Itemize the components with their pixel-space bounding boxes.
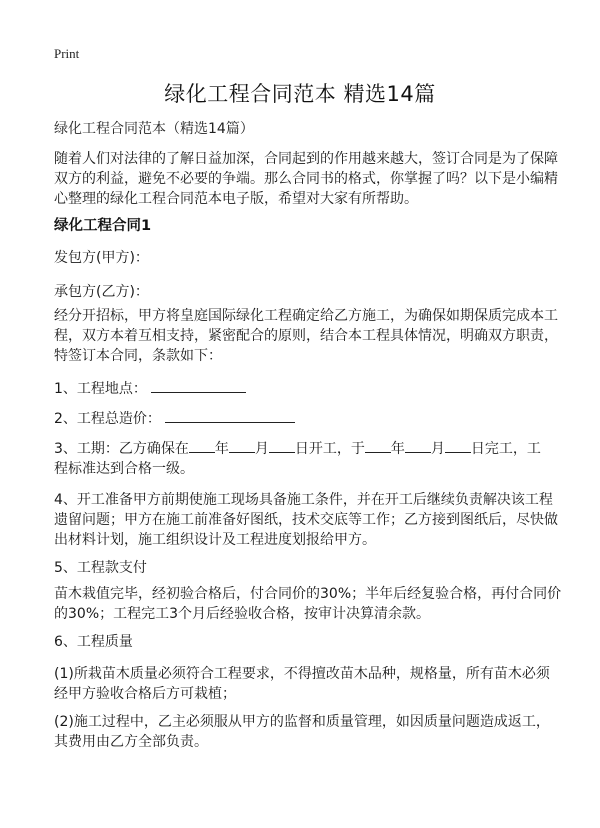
clause-6-title: 6、工程质量 [54, 634, 133, 650]
clause-4-line: 出材料计划，施工组织设计及工程进度划报给甲方。 [54, 532, 376, 548]
start-day-blank [269, 438, 295, 453]
clause-3 [54, 438, 541, 479]
price-blank-field [165, 408, 295, 423]
document-subtitle: 绿化工程合同范本（精选14篇） [54, 121, 254, 137]
clause-1 [54, 378, 246, 399]
document-title: 绿化工程合同范本 精选14篇 [164, 82, 436, 106]
clause-2-label: 2、工程总造价： [54, 411, 161, 427]
clause-5-line: 的30%；工程完工3个月后经验收合格，按审计决算清余款。 [54, 606, 431, 622]
clause-5-line: 苗木栽值完毕，经初验合格后，付合同价的30%；半年后经复验合格，再付合同价 [54, 586, 562, 602]
preamble-line: 经分开招标，甲方将皇庭国际绿化工程确定给乙方施工，为确保如期保质完成本工 [54, 308, 558, 324]
clause-4-line: 遗留问题；甲方在施工前准备好图纸，技术交底等工作；乙方接到图纸后，尽快做 [54, 512, 558, 528]
location-blank-field [151, 378, 246, 393]
start-year-blank [189, 438, 215, 453]
print-link[interactable]: Print [54, 46, 80, 61]
clause-6-item-2 [54, 712, 550, 752]
preamble-paragraph [54, 306, 558, 366]
section-heading: 绿化工程合同1 [54, 218, 152, 234]
clause-5-body [54, 584, 561, 624]
start-month-blank [229, 438, 255, 453]
clause-4-line: 4、开工准备甲方前期使施工现场具备施工条件，并在开工后继续负责解决该工程 [54, 492, 553, 508]
intro-line: 双方的利益，避免不必要的争端。那么合同书的格式，你掌握了吗？以下是小编精 [54, 171, 558, 187]
preamble-line: 特签订本合同，条款如下： [54, 348, 222, 364]
end-year-blank [365, 438, 391, 453]
preamble-line: 程，双方本着互相支持，紧密配合的原则，结合本工程具体情况，明确双方职责， [54, 328, 558, 344]
clause-6-item-1 [54, 664, 550, 704]
clause-1-label: 1、工程地点： [54, 381, 147, 397]
end-day-blank [445, 438, 471, 453]
intro-line: 心整理的绿化工程合同范本电子版，希望对大家有所帮助。 [54, 191, 418, 207]
clause-5-title: 5、工程款支付 [54, 560, 147, 576]
party-a-line: 发包方(甲方)： [54, 250, 149, 266]
clause-4 [54, 490, 558, 550]
clause-2 [54, 408, 295, 429]
party-b-line: 承包方(乙方)： [54, 284, 149, 300]
clause-6-item-1-line: (1)所栽苗木质量必须符合工程要求，不得擅改苗木品种，规格量，所有苗木必须 [54, 666, 550, 682]
end-month-blank [405, 438, 431, 453]
intro-paragraph [54, 149, 558, 209]
clause-3-line-2: 程标准达到合格一级。 [54, 461, 194, 477]
clause-6-item-2-line: (2)施工过程中，乙主必须服从甲方的监督和质量管理，如因质量问题造成返工， [54, 714, 550, 730]
clause-6-item-1-line: 经甲方验收合格后方可栽植； [54, 686, 236, 702]
clause-6-item-2-line: 其费用由乙方全部负责。 [54, 734, 208, 750]
intro-line: 随着人们对法律的了解日益加深，合同起到的作用越来越大，签订合同是为了保障 [54, 151, 558, 167]
clause-3-line: 3、工期：乙方确保在 年 月 日开工，于 年 月 日完工，工 [54, 438, 541, 459]
